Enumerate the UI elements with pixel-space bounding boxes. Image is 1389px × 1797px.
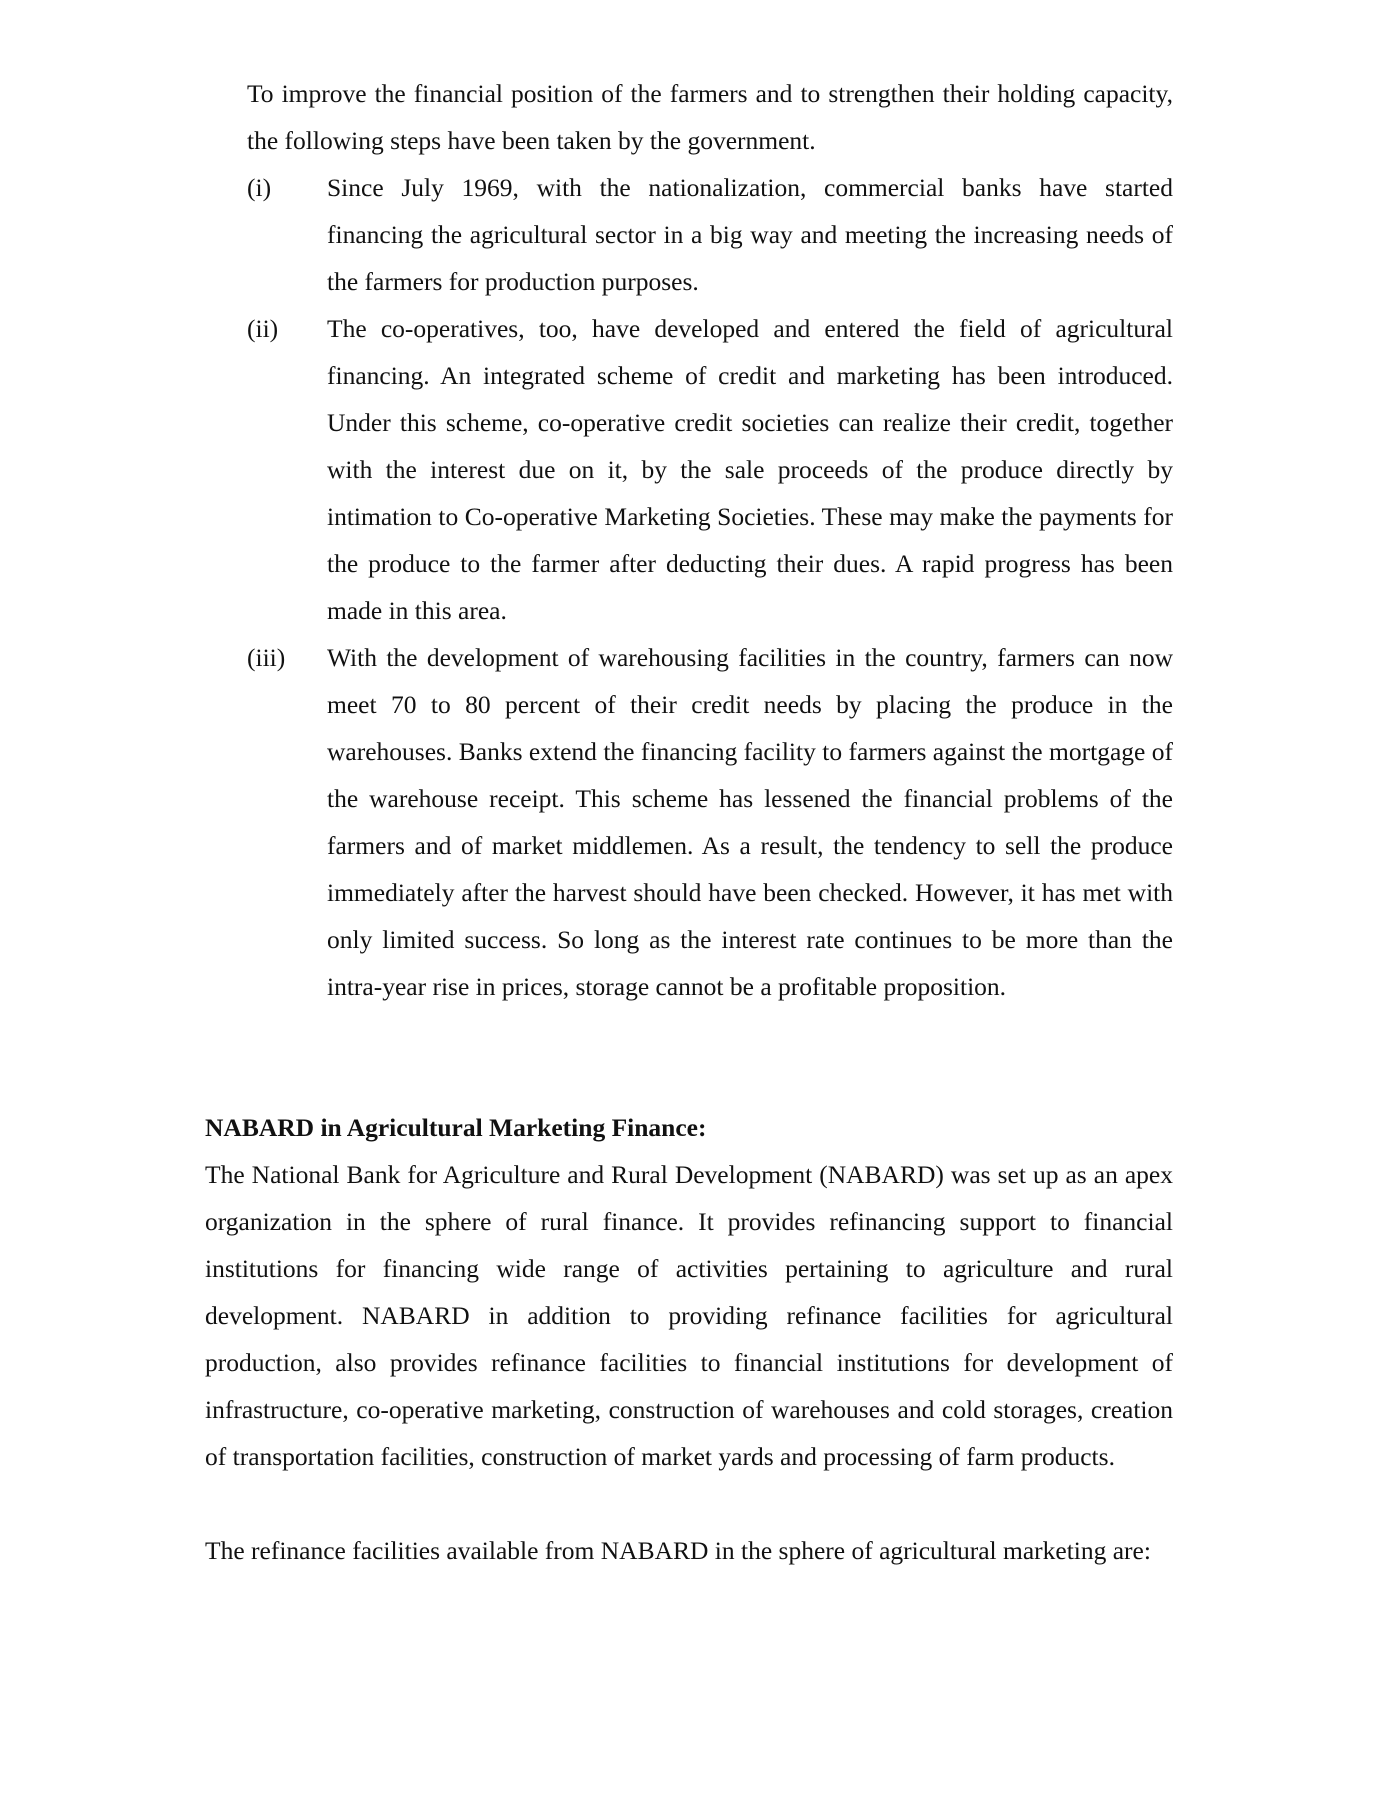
- step-item: [247, 164, 1173, 305]
- step-item: [247, 634, 1173, 1010]
- step-label: (i): [247, 173, 272, 202]
- step-item: [247, 305, 1173, 634]
- step-text: The co-operatives, too, have developed and entered the field of agricultural financing. An integrated scheme of credit and marketing has been introduced. Under this scheme, co-operative credit societies can realize their credit, together with the interest due on it, by the sale proceeds of the produce directly by intimation to Co-operative Marketing Societies. These may make the payments for the produce to the farmer after deducting their dues. A rapid progress has been made in this area.: [327, 314, 1173, 625]
- step-text: With the development of warehousing facilities in the country, farmers can now meet 70 to 80 percent of their credit needs by placing the produce in the warehouses. Banks extend the financing facility to farmers against the mortgage of the warehouse receipt. This scheme has lessened the financial problems of the farmers and of market middlemen. As a result, the tendency to sell the produce immediately after the harvest should have been checked. However, it has met with only limited success. So long as the interest rate continues to be more than the intra-year rise in prices, storage cannot be a profitable proposition.: [327, 643, 1173, 1001]
- refinance-intro-paragraph: The refinance facilities available from NABARD in the sphere of agricultural marketing are:: [205, 1536, 1151, 1565]
- section-heading: NABARD in Agricultural Marketing Finance:: [205, 1113, 707, 1142]
- nabard-paragraph: The National Bank for Agriculture and Rural Development (NABARD) was set up as an apex organization in the sphere of rural finance. It provides refinancing support to financial institutions for financing wide range of activities pertaining to agriculture and rural development. NABARD in addition to providing refinance facilities for agricultural production, also provides refinance facilities to financial institutions for development of infrastructure, co-operative marketing, construction of warehouses and cold storages, creation of transportation facilities, construction of market yards and processing of farm products.: [205, 1160, 1173, 1471]
- step-label: (ii): [247, 314, 279, 343]
- step-text: Since July 1969, with the nationalization, commercial banks have started financing the agricultural sector in a big way and meeting the increasing needs of the farmers for production purposes.: [327, 173, 1173, 296]
- intro-paragraph: To improve the financial position of the farmers and to strengthen their holding capacity, the following steps have been taken by the government.: [247, 79, 1173, 155]
- step-label: (iii): [247, 643, 286, 672]
